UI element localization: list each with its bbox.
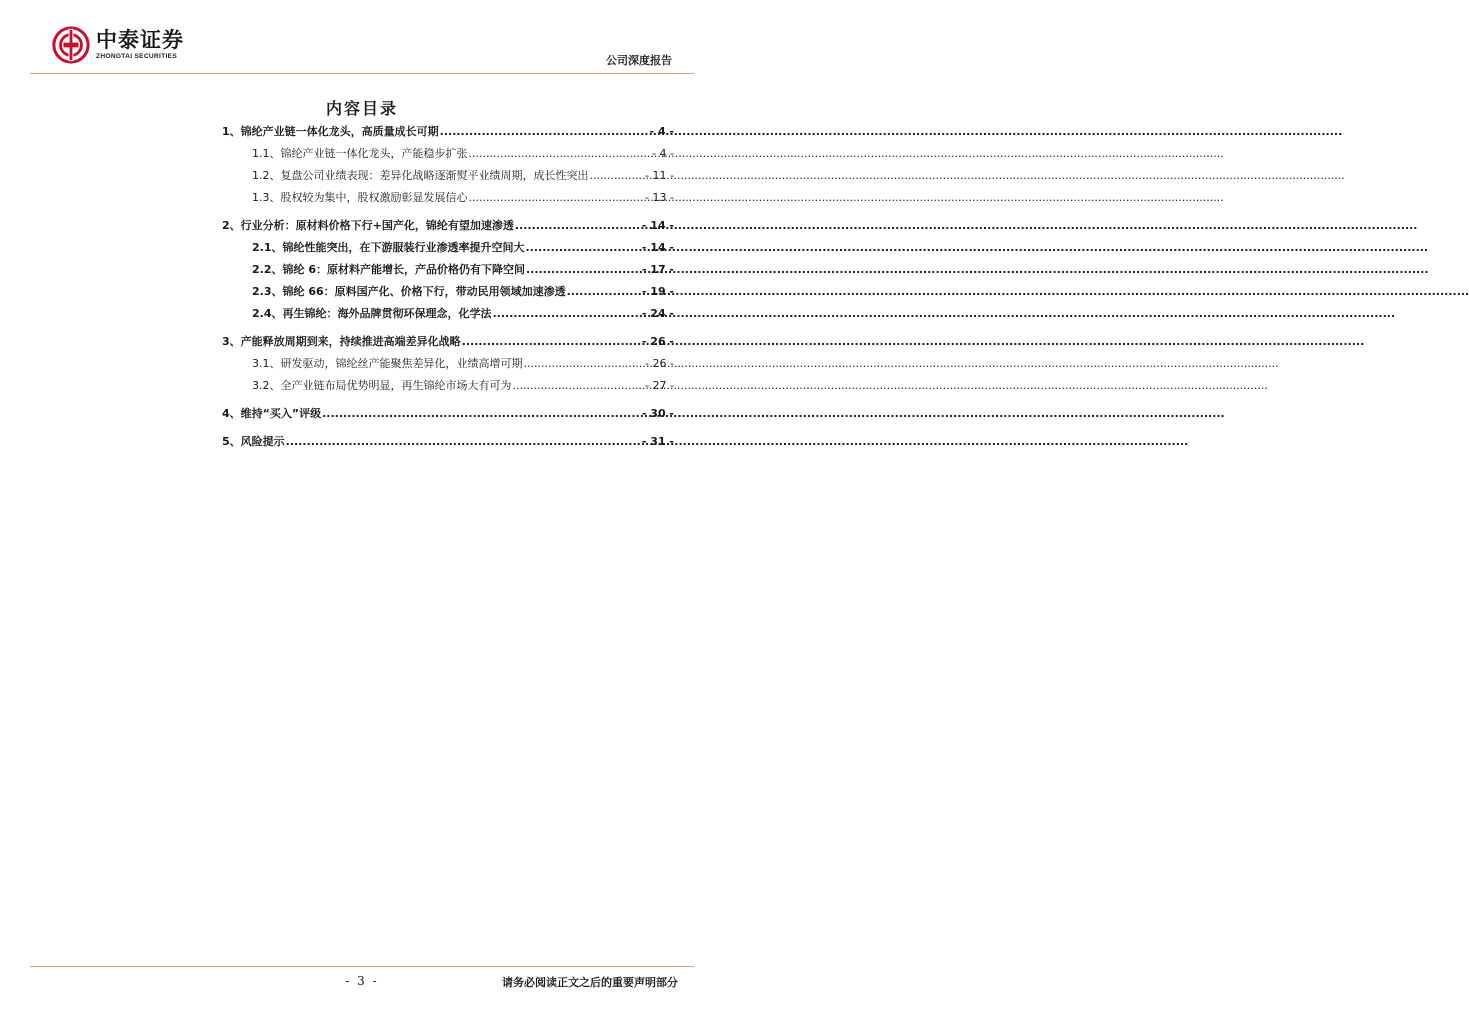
toc-leader-dots <box>524 353 645 375</box>
toc-entry-3[interactable] <box>222 331 674 353</box>
toc-entry-page: - 14 - <box>641 241 674 254</box>
toc-entry-page: - 27 - <box>645 379 674 392</box>
toc-leader-dots <box>462 331 641 353</box>
toc-entry-text: 2.3、锦纶 66：原料国产化、价格下行，带动民用领域加速渗透 <box>252 285 566 298</box>
toc-leader-dots <box>526 237 641 259</box>
toc-entry-3-1[interactable] <box>222 353 674 375</box>
footer-disclaimer: 请务必阅读正文之后的重要声明部分 <box>502 976 678 989</box>
toc-leader-dots <box>469 187 645 209</box>
toc-entry-page: - 24 - <box>641 307 674 320</box>
toc-entry-text: 1.3、股权较为集中，股权激励彰显发展信心 <box>252 191 468 204</box>
toc-leader-dots <box>286 431 641 453</box>
toc-entry-page: - 26 - <box>645 357 674 370</box>
toc-leader-dots <box>493 303 641 325</box>
logo-english-name: ZHONGTAI SECURITIES <box>96 53 178 60</box>
table-of-contents <box>222 121 674 453</box>
toc-entry-text: 2.1、锦纶性能突出，在下游服装行业渗透率提升空间大 <box>252 241 525 254</box>
toc-entry-2-1[interactable] <box>222 237 674 259</box>
toc-entry-2-4[interactable] <box>222 303 674 325</box>
toc-entry-page: - 14 - <box>641 219 674 232</box>
report-type-label: 公司深度报告 <box>606 54 672 67</box>
toc-entry-page: - 13 - <box>645 191 674 204</box>
toc-entry-2[interactable] <box>222 215 674 237</box>
toc-entry-1[interactable] <box>222 121 674 143</box>
header-divider <box>30 73 694 74</box>
page-number: - 3 - <box>345 974 379 988</box>
toc-entry-text: 2.2、锦纶 6：原材料产能增长，产品价格仍有下降空间 <box>252 263 525 276</box>
toc-entry-text: 3.2、全产业链布局优势明显，再生锦纶市场大有可为 <box>252 379 512 392</box>
toc-entry-page: - 17 - <box>641 263 674 276</box>
toc-entry-text: 3、产能释放周期到来，持续推进高端差异化战略 <box>222 335 461 348</box>
page-header <box>0 0 724 80</box>
toc-entry-text: 5、风险提示 <box>222 435 285 448</box>
toc-title: 内容目录 <box>325 99 398 118</box>
toc-entry-2-3[interactable] <box>222 281 674 303</box>
toc-entry-text: 3.1、研发驱动，锦纶丝产能聚焦差异化，业绩高增可期 <box>252 357 523 370</box>
zhongtai-logo-icon <box>52 26 90 64</box>
toc-leader-dots <box>567 281 641 303</box>
toc-entry-text: 2、行业分析：原材料价格下行+国产化，锦纶有望加速渗透 <box>222 219 514 232</box>
toc-leader-dots <box>526 259 641 281</box>
toc-leader-dots <box>515 215 641 237</box>
toc-entry-page: - 4 - <box>652 147 674 160</box>
toc-leader-dots <box>440 121 649 143</box>
toc-entry-page: - 31 - <box>641 435 674 448</box>
toc-leader-dots <box>322 403 641 425</box>
toc-leader-dots <box>469 143 652 165</box>
toc-entry-page: - 30 - <box>641 407 674 420</box>
toc-entry-text: 2.4、再生锦纶：海外品牌贯彻环保理念，化学法 <box>252 307 492 320</box>
toc-entry-text: 1、锦纶产业链一体化龙头，高质量成长可期 <box>222 125 439 138</box>
toc-entry-1-3[interactable] <box>222 187 674 209</box>
toc-leader-dots <box>590 165 645 187</box>
logo-chinese-name: 中泰证券 <box>96 28 184 52</box>
toc-entry-page: - 4 - <box>649 125 674 138</box>
toc-entry-page: - 19 - <box>641 285 674 298</box>
toc-entry-page: - 26 - <box>641 335 674 348</box>
toc-entry-text: 1.2、复盘公司业绩表现：差异化战略逐渐熨平业绩周期，成长性突出 <box>252 169 589 182</box>
toc-leader-dots <box>513 375 645 397</box>
toc-entry-2-2[interactable] <box>222 259 674 281</box>
company-logo <box>52 26 184 64</box>
footer-divider <box>30 966 694 967</box>
toc-entry-text: 4、维持“买入”评级 <box>222 407 322 420</box>
toc-entry-page: - 11 - <box>645 169 674 182</box>
toc-entry-3-2[interactable] <box>222 375 674 397</box>
toc-entry-1-1[interactable] <box>222 143 674 165</box>
toc-entry-4[interactable] <box>222 403 674 425</box>
toc-entry-text: 1.1、锦纶产业链一体化龙头，产能稳步扩张 <box>252 147 468 160</box>
toc-entry-5[interactable] <box>222 431 674 453</box>
toc-entry-1-2[interactable] <box>222 165 674 187</box>
